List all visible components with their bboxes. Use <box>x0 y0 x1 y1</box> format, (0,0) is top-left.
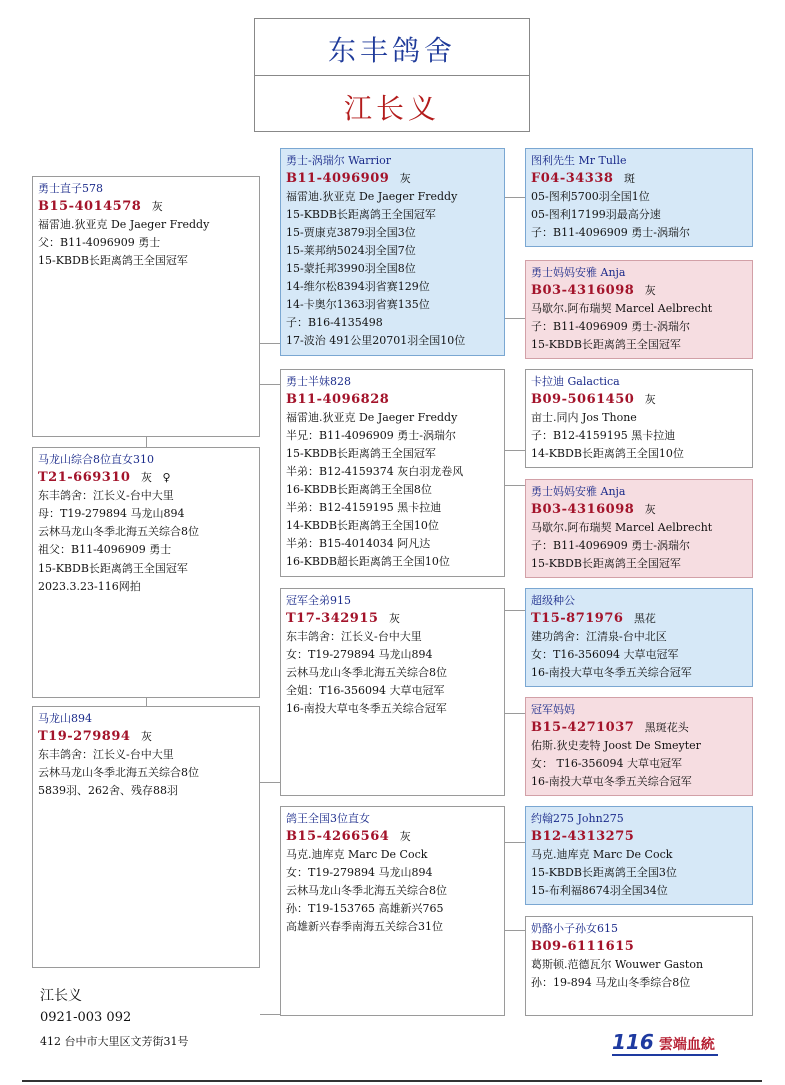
subject-card[interactable] <box>32 447 260 698</box>
ds-color: 灰 <box>388 612 400 625</box>
ss-line: 福雷迪.狄亚克 De Jaeger Freddy <box>286 190 458 203</box>
ds-line: 16-南投大草屯冬季五关综合冠军 <box>286 702 447 715</box>
logo-underline <box>612 1054 718 1056</box>
sire-dam-card[interactable] <box>280 369 505 577</box>
dds-line: 15-KBDB长距离鸽王全国3位 <box>531 866 677 879</box>
footer-phone: 0921-003 092 <box>40 1010 132 1025</box>
connector <box>505 610 525 611</box>
ddd-line: 葛斯顿.范德瓦尔 Wouwer Gaston <box>531 958 704 971</box>
ds-line: 全姐：T16-356094 大草屯冠军 <box>286 684 445 697</box>
sdd-color: 灰 <box>644 503 656 516</box>
ss-line: 子：B16-4135498 <box>286 316 383 329</box>
owner-title: 江长义 <box>343 92 440 125</box>
connector <box>260 384 280 385</box>
dam-sire-card[interactable] <box>280 588 505 796</box>
ddd-ring: B09-6111615 <box>531 939 635 954</box>
loft-title: 东丰鸽舍 <box>327 34 456 67</box>
sdd-card[interactable] <box>525 479 753 578</box>
subject-line: 15-KBDB长距离鸽王全国冠军 <box>38 561 188 575</box>
ssd-ring: B03-4316098 <box>531 283 635 298</box>
sire-color: 灰 <box>151 200 163 214</box>
logo-text: 雲端血統 <box>658 1037 715 1053</box>
sss-line: 05-图利17199羽最高分速 <box>531 208 661 221</box>
dss-card[interactable] <box>525 588 753 687</box>
subject-line: 祖父：B11-4096909 勇士 <box>38 543 172 557</box>
ssd-line: 子：B11-4096909 勇士-涡瑞尔 <box>531 320 690 333</box>
subject-color: 灰 <box>140 471 152 485</box>
logo-number: 116 <box>612 1030 654 1054</box>
ssd-line: 马歇尔.阿布瑞契 Marcel Aelbrecht <box>531 302 713 315</box>
ddd-name: 奶酪小子孙女615 <box>531 922 618 935</box>
sd-line: 14-KBDB长距离鸽王全国10位 <box>286 519 439 532</box>
sds-line: 亩士.同内 Jos Thone <box>531 411 637 424</box>
dd-line: 云林马龙山冬季北海五关综合8位 <box>286 884 447 897</box>
footer-address: 412 台中市大里区文芳街31号 <box>40 1035 189 1048</box>
sire-sire-card[interactable] <box>280 148 505 356</box>
dd-line: 高雄新兴春季南海五关综合31位 <box>286 920 443 933</box>
connector <box>505 318 525 319</box>
sd-ring: B11-4096828 <box>286 392 390 407</box>
connector <box>260 782 280 783</box>
bottom-rule <box>22 1080 762 1082</box>
dsd-line: 女： T16-356094 大草屯冠军 <box>531 757 683 770</box>
sds-color: 灰 <box>644 393 656 406</box>
connector <box>505 930 525 931</box>
dds-name: 约翰275 John275 <box>531 812 624 825</box>
dsd-line: 16-南投大草屯冬季五关综合冠军 <box>531 775 692 788</box>
ss-line: 15-蒙托邦3990羽全国8位 <box>286 262 416 275</box>
ds-line: 东丰鸽舍：江长义-台中大里 <box>286 630 422 643</box>
ds-line: 女：T19-279894 马龙山894 <box>286 648 433 661</box>
dam-color: 灰 <box>140 730 152 744</box>
ss-line: 14-卡奥尔1363羽省赛135位 <box>286 298 430 311</box>
sdd-name: 勇士妈妈安雅 Anja <box>531 485 626 498</box>
sd-line: 15-KBDB长距离鸽王全国冠军 <box>286 447 436 460</box>
ds-name: 冠军全弟915 <box>286 594 351 607</box>
sss-card[interactable] <box>525 148 753 247</box>
connector <box>146 437 147 447</box>
sd-line: 16-KBDB超长距离鸽王全国10位 <box>286 555 450 568</box>
connector <box>260 1014 280 1015</box>
header-divider <box>255 75 529 76</box>
dd-name: 鸽王全国3位直女 <box>286 812 370 825</box>
sss-line: 05-图利5700羽全国1位 <box>531 190 650 203</box>
dd-line: 孙：T19-153765 高雄新兴765 <box>286 902 444 915</box>
subject-name: 马龙山综合8位直女310 <box>38 453 154 466</box>
ss-line: 17-波治 491公里20701羽全国10位 <box>286 334 466 347</box>
dsd-line: 佑斯.狄史麦特 Joost De Smeyter <box>531 739 701 752</box>
sss-name: 图利先生 Mr Tulle <box>531 154 627 167</box>
connector <box>505 450 525 451</box>
connector <box>260 343 280 344</box>
sdd-ring: B03-4316098 <box>531 502 635 517</box>
connector <box>505 197 525 198</box>
sire-line: 15-KBDB长距离鸽王全国冠军 <box>38 254 188 268</box>
dd-color: 灰 <box>399 830 411 843</box>
subject-line: 东丰鸽舍：江长义-台中大里 <box>38 489 174 503</box>
connector <box>505 485 525 486</box>
sds-line: 子：B12-4159195 黑卡拉迪 <box>531 429 676 442</box>
sire-card[interactable] <box>32 176 260 437</box>
connector <box>146 698 147 706</box>
dss-line: 女：T16-356094 大草屯冠军 <box>531 648 679 661</box>
sss-color: 斑 <box>623 172 635 185</box>
sds-card[interactable] <box>525 369 753 468</box>
subject-ring: T21-669310 <box>38 470 131 486</box>
logo <box>612 1030 715 1054</box>
ss-line: 15-贾康克3879羽全国3位 <box>286 226 416 239</box>
sdd-line: 15-KBDB长距离鸽王全国冠军 <box>531 557 681 570</box>
dam-line: 云林马龙山冬季北海五关综合8位 <box>38 766 199 780</box>
ds-ring: T17-342915 <box>286 611 379 626</box>
dds-card[interactable] <box>525 806 753 905</box>
connector <box>505 713 525 714</box>
sss-ring: F04-34338 <box>531 171 614 186</box>
ss-line: 14-维尔松8394羽省赛129位 <box>286 280 430 293</box>
ss-line: 15-莱邦纳5024羽全国7位 <box>286 244 416 257</box>
dss-name: 超级种公 <box>531 594 575 607</box>
ss-line: 15-KBDB长距离鸽王全国冠军 <box>286 208 436 221</box>
ss-name: 勇士-涡瑞尔 Warrior <box>286 154 392 167</box>
sdd-line: 马歇尔.阿布瑞契 Marcel Aelbrecht <box>531 521 713 534</box>
subject-line: 2023.3.23-116网拍 <box>38 579 141 593</box>
dss-ring: T15-871976 <box>531 611 624 626</box>
dd-ring: B15-4266564 <box>286 829 390 844</box>
sds-line: 14-KBDB长距离鸽王全国10位 <box>531 447 684 460</box>
dam-name: 马龙山894 <box>38 712 92 725</box>
dsd-name: 冠军妈妈 <box>531 703 575 716</box>
ddd-card[interactable] <box>525 916 753 1016</box>
dds-line: 马克.迪库克 Marc De Cock <box>531 848 673 861</box>
dss-color: 黑花 <box>633 612 656 625</box>
sire-line: 父：B11-4096909 勇士 <box>38 236 161 250</box>
dam-ring: T19-279894 <box>38 729 131 745</box>
ssd-name: 勇士妈妈安雅 Anja <box>531 266 626 279</box>
sd-line: 半弟：B15-4014034 阿凡达 <box>286 537 431 550</box>
ss-color: 灰 <box>399 172 411 185</box>
subject-line: 云林马龙山冬季北海五关综合8位 <box>38 525 199 539</box>
sd-line: 16-KBDB长距离鸽王全国8位 <box>286 483 432 496</box>
dds-line: 15-布利福8674羽全国34位 <box>531 884 668 897</box>
ssd-color: 灰 <box>644 284 656 297</box>
dss-line: 建功鸽舍：江清泉-台中北区 <box>531 630 667 643</box>
dam-line: 东丰鸽舍：江长义-台中大里 <box>38 748 174 762</box>
dam-line: 5839羽、262舍、残存88羽 <box>38 784 178 798</box>
ss-ring: B11-4096909 <box>286 171 390 186</box>
sss-line: 子：B11-4096909 勇士-涡瑞尔 <box>531 226 690 239</box>
sire-ring: B15-4014578 <box>38 199 142 215</box>
dam-card[interactable] <box>32 706 260 968</box>
dss-line: 16-南投大草屯冬季五关综合冠军 <box>531 666 692 679</box>
sire-line: 福雷迪.狄亚克 De Jaeger Freddy <box>38 218 210 232</box>
sd-line: 半弟：B12-4159195 黑卡拉迪 <box>286 501 442 514</box>
dds-ring: B12-4313275 <box>531 829 635 844</box>
footer-owner: 江长义 <box>40 988 82 1004</box>
sdd-line: 子：B11-4096909 勇士-涡瑞尔 <box>531 539 690 552</box>
subject-sex: ♀ <box>162 471 171 485</box>
dsd-card[interactable] <box>525 697 753 796</box>
ds-line: 云林马龙山冬季北海五关综合8位 <box>286 666 447 679</box>
sds-name: 卡拉迪 Galactica <box>531 375 620 388</box>
ssd-card[interactable] <box>525 260 753 359</box>
sds-ring: B09-5061450 <box>531 392 635 407</box>
dd-line: 马克.迪库克 Marc De Cock <box>286 848 428 861</box>
ssd-line: 15-KBDB长距离鸽王全国冠军 <box>531 338 681 351</box>
dsd-color: 黑斑花头 <box>644 721 689 734</box>
sire-name: 勇士直子578 <box>38 182 103 195</box>
sd-name: 勇士半妹828 <box>286 375 351 388</box>
header-box <box>254 18 530 132</box>
connector <box>505 842 525 843</box>
sd-line: 半兄：B11-4096909 勇士-涡瑞尔 <box>286 429 456 442</box>
subject-line: 母：T19-279894 马龙山894 <box>38 507 185 521</box>
sd-line: 半弟：B12-4159374 灰白羽龙卷风 <box>286 465 464 478</box>
dd-line: 女：T19-279894 马龙山894 <box>286 866 433 879</box>
dsd-ring: B15-4271037 <box>531 720 635 735</box>
dam-dam-card[interactable] <box>280 806 505 1016</box>
ddd-line: 孙：19-894 马龙山冬季综合8位 <box>531 976 691 989</box>
sd-line: 福雷迪.狄亚克 De Jaeger Freddy <box>286 411 458 424</box>
